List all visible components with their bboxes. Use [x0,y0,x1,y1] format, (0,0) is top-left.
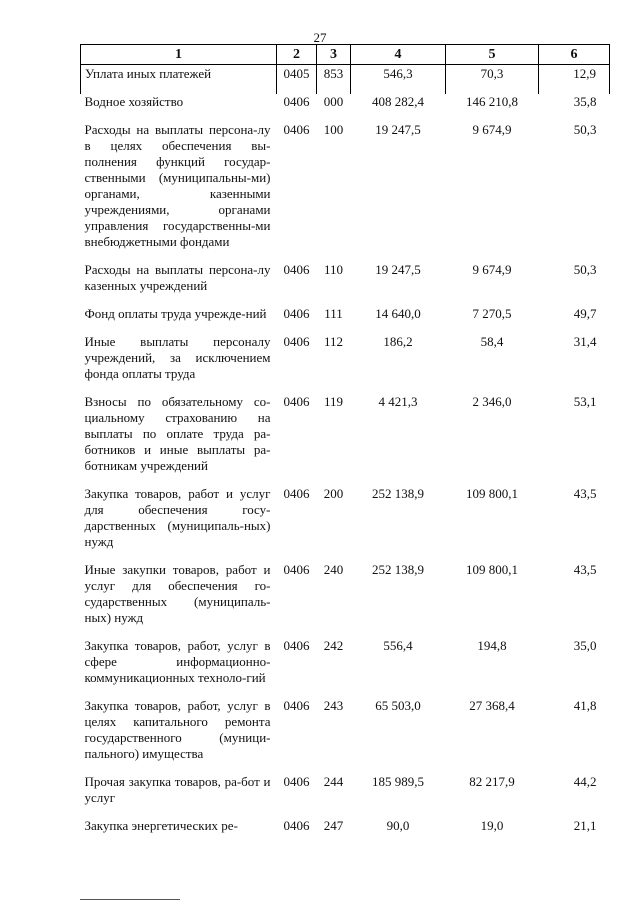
cell-value-percent: 41,8 [573,698,597,713]
cell-value-actual: 58,4 [480,334,504,349]
cell-value-actual: 146 210,8 [466,94,518,109]
cell-code-section: 0406 [283,774,310,789]
table-row [81,486,610,562]
cell-value-plan: 19 247,5 [375,122,421,137]
cell-name: Расходы на выплаты персона-лу казенных учреждений [84,262,271,293]
cell-name: Иные выплаты персоналу учреждений, за исключением фонда оплаты труда [84,334,271,381]
table-row [81,122,610,262]
cell-name: Уплата иных платежей [81,65,277,95]
cell-code-section: 0406 [283,698,310,713]
cell-value-percent: 43,5 [573,486,597,501]
cell-value-plan: 90,0 [386,818,410,833]
table-row [81,638,610,698]
table-row [81,562,610,638]
cell-code-section: 0406 [283,818,310,833]
cell-code-section: 0406 [283,486,310,501]
cell-value-percent: 35,8 [573,94,597,109]
cell-value-percent: 53,1 [573,394,597,409]
cell-code-section: 0406 [283,94,310,109]
cell-name: Закупка энергетических ре- [84,818,238,833]
cell-value-plan: 252 138,9 [372,562,424,577]
header-col-1: 1 [81,45,277,65]
cell-value-percent: 50,3 [573,262,597,277]
cell-value-plan: 556,4 [383,638,413,653]
table-row [81,698,610,774]
cell-code-type: 000 [323,94,344,109]
cell-value-percent: 44,2 [573,774,597,789]
page-number: 27 [313,30,327,45]
cell-code-type: 200 [323,486,344,501]
cell-code-section: 0406 [283,562,310,577]
cell-value-plan: 65 503,0 [375,698,421,713]
cell-name: Прочая закупка товаров, ра-бот и услуг [84,774,271,805]
cell-value-actual: 109 800,1 [466,486,518,501]
cell-code-section: 0406 [283,638,310,653]
cell-value-percent: 50,3 [573,122,597,137]
cell-value-percent: 43,5 [573,562,597,577]
cell-name: Расходы на выплаты персона-лу в целях обеспечения вы-полнения функций государ-ственными (муниципальны-ми) органами, казенными учреждениями, органами управления государственны-ми внебюджетными фондами [84,122,271,249]
cell-value-actual: 9 674,9 [472,122,512,137]
cell-value-plan: 185 989,5 [372,774,424,789]
cell-value-percent: 49,7 [573,306,597,321]
header-col-3: 3 [317,45,351,65]
cell-name: Фонд оплаты труда учрежде-ний [84,306,267,321]
cell-value-actual: 194,8 [477,638,507,653]
cell-code-section: 0405 [277,65,317,95]
cell-value-plan: 4 421,3 [378,394,418,409]
table-row [81,262,610,306]
cell-value-actual: 70,3 [446,65,539,95]
cell-code-section: 0406 [283,306,310,321]
cell-code-type: 244 [323,774,344,789]
cell-code-type: 111 [324,306,343,321]
cell-code-section: 0406 [283,394,310,409]
cell-code-type: 110 [323,262,344,277]
cell-name: Взносы по обязательному со-циальному страхованию на выплаты по оплате труда ра-ботников и иные выплаты ра-ботникам учреждений [84,394,271,473]
cell-code-section: 0406 [283,262,310,277]
cell-name: Водное хозяйство [84,94,184,109]
cell-name: Закупка товаров, работ и услуг для обеспечения госу-дарственных (муниципаль-ных) нужд [84,486,271,549]
cell-value-actual: 27 368,4 [469,698,515,713]
footnote-rule [80,899,180,900]
table-row [81,65,610,95]
cell-code-section: 0406 [283,122,310,137]
cell-value-percent: 12,9 [539,65,610,95]
table-row [81,94,610,122]
table-row [81,334,610,394]
cell-value-actual: 109 800,1 [466,562,518,577]
cell-code-type: 243 [323,698,344,713]
cell-code-type: 242 [323,638,344,653]
table-row [81,306,610,334]
header-row [81,45,610,65]
cell-name: Закупка товаров, работ, услуг в целях капитального ремонта государственного (муници-пального) имущества [84,698,271,761]
cell-name: Закупка товаров, работ, услуг в сфере информационно-коммуникационных техноло-гий [84,638,271,685]
cell-name: Иные закупки товаров, работ и услуг для обеспечения го-сударственных (муниципаль-ных) нужд [84,562,271,625]
header-col-5: 5 [446,45,539,65]
cell-value-percent: 35,0 [573,638,597,653]
cell-value-plan: 408 282,4 [372,94,424,109]
cell-code-type: 853 [317,65,351,95]
cell-value-actual: 82 217,9 [469,774,515,789]
cell-code-section: 0406 [283,334,310,349]
cell-value-plan: 14 640,0 [375,306,421,321]
cell-code-type: 100 [323,122,344,137]
cell-value-actual: 7 270,5 [472,306,512,321]
cell-code-type: 119 [323,394,344,409]
budget-table [80,44,610,846]
cell-value-actual: 9 674,9 [472,262,512,277]
cell-value-plan: 252 138,9 [372,486,424,501]
header-col-2: 2 [277,45,317,65]
table-row [81,818,610,846]
cell-code-type: 112 [323,334,344,349]
header-col-6: 6 [539,45,610,65]
cell-value-actual: 19,0 [480,818,504,833]
table-row [81,774,610,818]
header-col-4: 4 [351,45,446,65]
cell-value-percent: 31,4 [573,334,597,349]
table-row [81,394,610,486]
cell-value-actual: 2 346,0 [472,394,512,409]
cell-value-plan: 186,2 [383,334,413,349]
cell-code-type: 247 [323,818,344,833]
cell-value-plan: 546,3 [351,65,446,95]
cell-value-plan: 19 247,5 [375,262,421,277]
cell-code-type: 240 [323,562,344,577]
cell-value-percent: 21,1 [573,818,597,833]
